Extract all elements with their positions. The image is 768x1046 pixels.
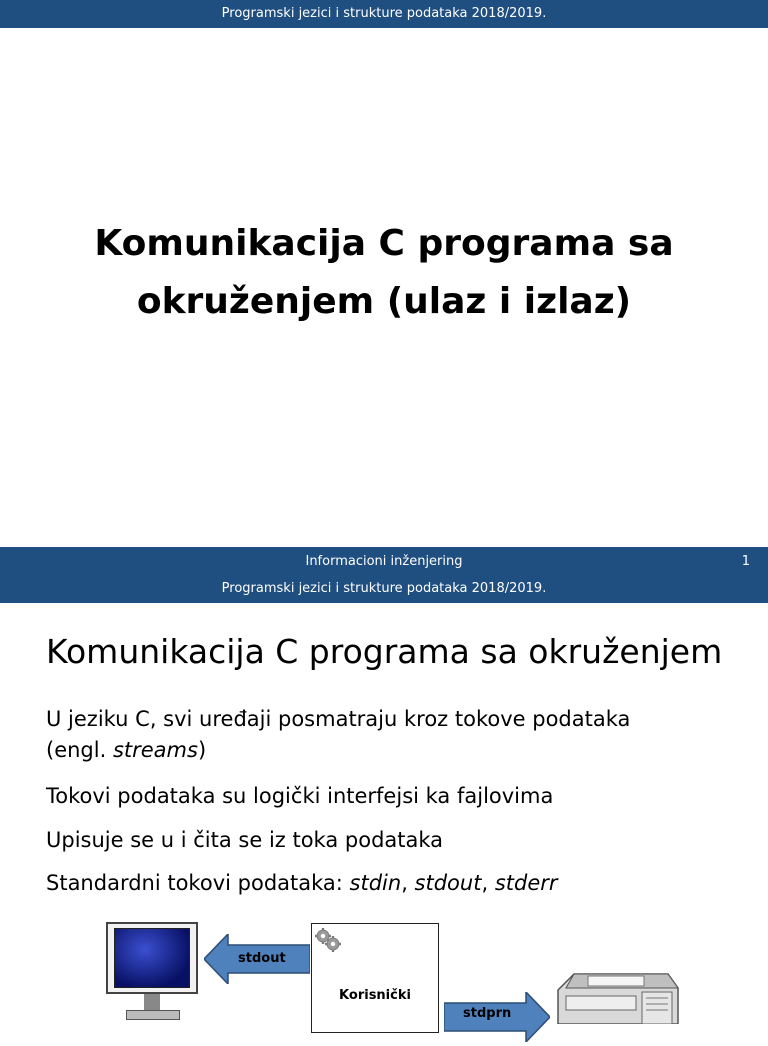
stream-stdin: stdin: [349, 871, 402, 895]
footer-course: Programski jezici i strukture podataka 2018/2019.: [221, 581, 547, 596]
header-course: Programski jezici i strukture podataka 2018/2019.: [221, 6, 547, 21]
stdprn-label: stdprn: [463, 1006, 512, 1021]
bullet-read-write: Upisuje se u i čita se iz toka podataka: [46, 828, 444, 852]
stdout-label: stdout: [238, 951, 286, 966]
stream-stderr: stderr: [494, 871, 558, 895]
header-band: [0, 0, 768, 28]
gear-icon: [314, 927, 342, 953]
separator: ,: [401, 871, 415, 895]
stream-stdout: stdout: [414, 871, 482, 895]
footer-department: Informacioni inženjering: [305, 554, 463, 569]
monitor-icon: [106, 922, 198, 1024]
program-box: [311, 923, 439, 1033]
slide2-title: Komunikacija C programa sa okruženjem: [46, 632, 723, 671]
separator: ,: [481, 871, 495, 895]
slide1-title: [0, 215, 768, 331]
footer-band: [0, 547, 768, 603]
bullet-streams-line1: U jeziku C, svi uređaji posmatraju kroz tokove podataka: [46, 707, 631, 731]
bullet-streams-prefix: (engl.: [46, 738, 113, 762]
bullet-standard-streams: [46, 868, 558, 899]
bullet-streams: [46, 704, 630, 766]
bullet-interfaces: Tokovi podataka su logički interfejsi ka fajlovima: [46, 784, 554, 808]
stdout-arrow: [204, 934, 310, 984]
page-number: 1: [741, 554, 750, 569]
printer-icon: [552, 968, 680, 1024]
bullet-streams-term: streams: [112, 738, 198, 762]
slide1-title-line2: okruženjem (ulaz i izlaz): [136, 281, 632, 322]
program-label: Korisnički: [339, 988, 411, 1003]
bullet-standard-prefix: Standardni tokovi podataka:: [46, 871, 350, 895]
slide1-title-line1: Komunikacija C programa sa: [94, 223, 674, 264]
stdprn-arrow: [444, 992, 550, 1042]
bullet-streams-suffix: ): [197, 738, 207, 762]
